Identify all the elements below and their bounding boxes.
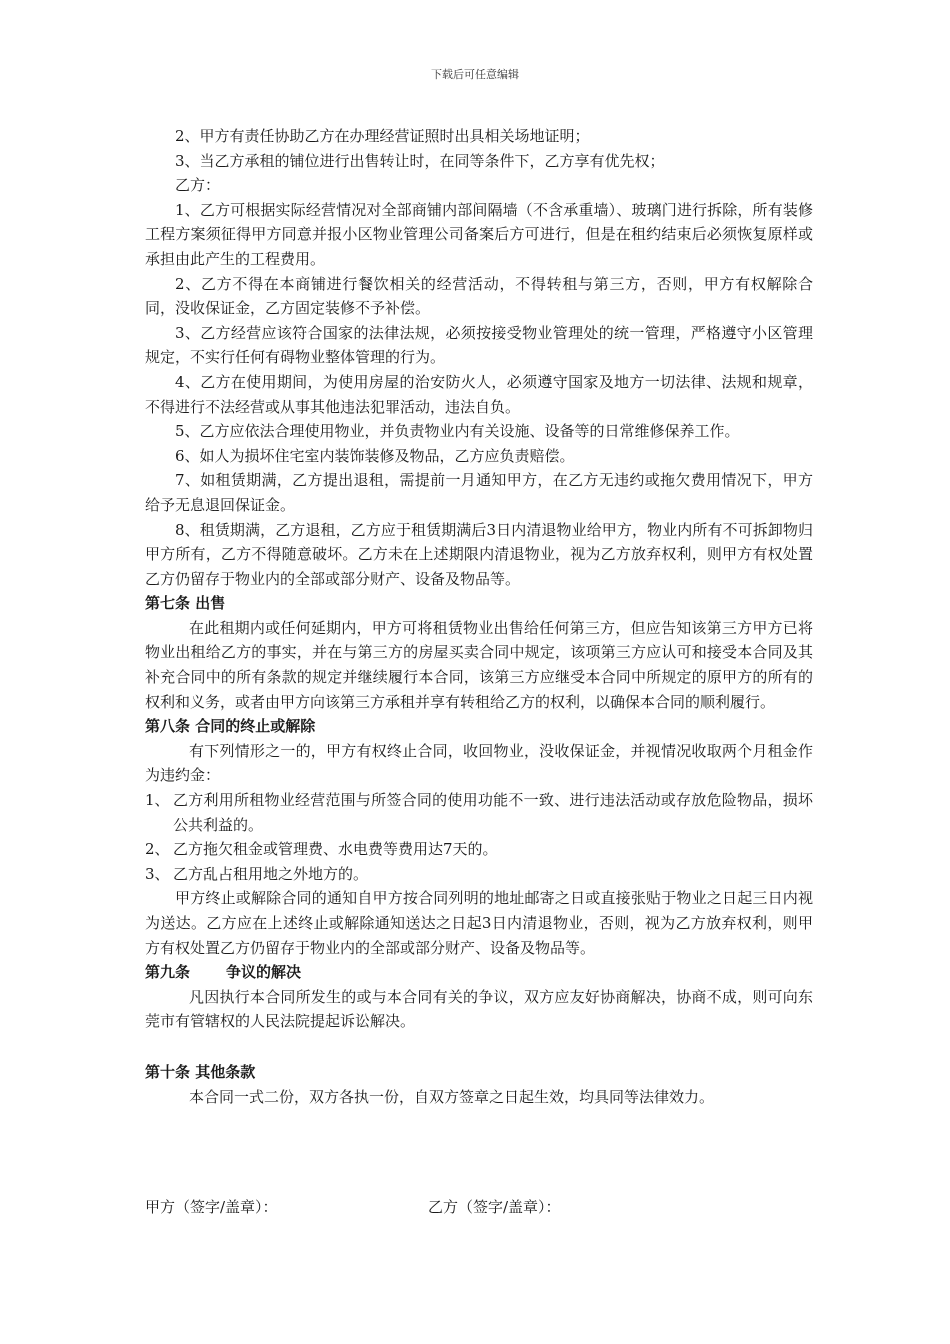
article-8-notice: 甲方终止或解除合同的通知自甲方按合同列明的地址邮寄之日或直接张贴于物业之日起三日内视为送达。乙方应在上述终止或解除通知送达之日起3日内清退物业，否则，视为乙方放弃权利，则甲方有权处置乙方仍留存于物业内的全部或部分财产、设备及物品等。 [145,889,813,957]
article-8-intro: 有下列情形之一的，甲方有权终止合同，收回物业，没收保证金，并视情况收取两个月租金作为违约金： [145,741,813,785]
termination-item-text: 乙方利用所租物业经营范围与所签合同的使用功能不一致、进行违法活动或存放危险物品，损坏公共利益的。 [173,791,813,834]
party-b-item: 8、租赁期满，乙方退租，乙方应于租赁期满后3日内清退物业给甲方，物业内所有不可拆卸物归甲方所有，乙方不得随意破坏。乙方未在上述期限内清退物业，视为乙方放弃权利，则甲方有权处置乙方仍留存于物业内的全部或部分财产、设备及物品等。 [145,520,813,588]
article-7-heading: 第七条 出售 [145,594,226,613]
termination-item-number: 1、 [145,791,170,810]
contract-body [145,124,813,1109]
article-9-title: 争议的解决 [226,963,302,982]
party-b-label: 乙方： [175,176,221,195]
party-b-item: 2、乙方不得在本商铺进行餐饮相关的经营活动，不得转租与第三方，否则，甲方有权解除合同，没收保证金，乙方固定装修不予补偿。 [145,274,813,318]
termination-item [145,837,813,862]
party-b-item: 5、乙方应依法合理使用物业，并负责物业内有关设施、设备等的日常维修保养工作。 [175,422,740,441]
termination-item-text: 乙方乱占租用地之外地方的。 [173,864,369,883]
party-b-item: 3、乙方经营应该符合国家的法律法规，必须按接受物业管理处的统一管理，严格遵守小区管理规定，不实行任何有碍物业整体管理的行为。 [145,323,813,367]
party-b-item: 1、乙方可根据实际经营情况对全部商铺内部间隔墙（不含承重墙）、玻璃门进行拆除，所有装修工程方案须征得甲方同意并报小区物业管理公司备案后方可进行，但是在租约结束后必须恢复原样或承担由此产生的工程费用。 [145,200,813,268]
article-9-heading [145,960,813,985]
page-header: 下载后可任意编辑 [431,68,519,81]
article-10-heading: 第十条 其他条款 [145,1062,256,1081]
party-b-item: 6、如人为损坏住宅室内装饰装修及物品，乙方应负责赔偿。 [175,446,575,465]
article-9-body: 凡因执行本合同所发生的或与本合同有关的争议，双方应友好协商解决，协商不成，则可向东莞市有管辖权的人民法院提起诉讼解决。 [145,987,813,1031]
article-10-body: 本合同一式二份，双方各执一份，自双方签章之日起生效，均具同等法律效力。 [189,1087,715,1106]
party-b-item: 7、如租赁期满，乙方提出退租，需提前一月通知甲方，在乙方无违约或拖欠费用情况下，甲方给予无息退回保证金。 [145,471,813,514]
party-a-signature: 甲方（签字/盖章）： [145,1198,278,1216]
termination-item-number: 3、 [145,864,170,883]
party-a-item: 3、当乙方承租的铺位进行出售转让时，在同等条件下，乙方享有优先权； [175,151,665,170]
party-b-item: 4、乙方在使用期间，为使用房屋的治安防火人，必须遵守国家及地方一切法律、法规和规章，不得进行不法经营或从事其他违法犯罪活动，违法自负。 [145,372,813,416]
termination-item [145,788,813,837]
party-a-item: 2、甲方有责任协助乙方在办理经营证照时出具相关场地证明； [175,127,590,145]
article-9-number: 第九条 [145,963,191,982]
termination-item-number: 2、 [145,840,170,859]
article-7-body: 在此租期内或任何延期内，甲方可将租赁物业出售给任何第三方，但应告知该第三方甲方已将物业出租给乙方的事实，并在与第三方的房屋买卖合同中规定，该项第三方应认可和接受本合同及其补充合同中的所有条款的规定并继续履行本合同，该第三方应继受本合同中所规定的原甲方的所有的权利和义务，或者由甲方向该第三方承租并享有转租给乙方的权利，以确保本合同的顺利履行。 [145,618,813,711]
termination-item [145,862,813,887]
article-8-heading: 第八条 合同的终止或解除 [145,717,316,736]
party-b-signature: 乙方（签字/盖章）： [428,1198,561,1216]
termination-item-text: 乙方拖欠租金或管理费、水电费等费用达7天的。 [173,840,498,859]
